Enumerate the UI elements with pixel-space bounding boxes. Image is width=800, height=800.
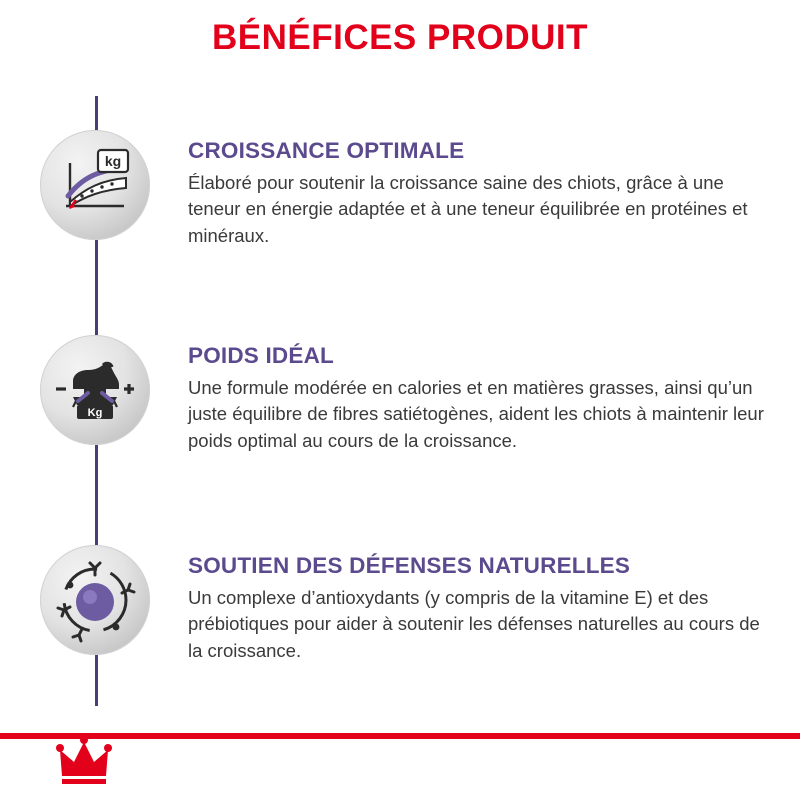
royal-canin-crown-logo [54, 736, 128, 792]
page-title: BÉNÉFICES PRODUIT [211, 18, 589, 57]
benefit-2-body: Une formule modérée en calories et en matières grasses, ainsi qu’un juste équilibre de fibres satiétogènes, aident les chiots à maintenir leur poids optimal au cours de la croissance. [188, 377, 764, 451]
svg-text:Kg: Kg [87, 407, 103, 419]
benefit-3-body: Un complexe d’antioxydants (y compris de la vitamine E) et des prébiotiques pour aider à soutenir les défenses naturelles au cours de la croissance. [188, 587, 760, 661]
growth-weight-curve-icon [40, 130, 150, 240]
ideal-weight-dog-scale-icon [40, 335, 150, 445]
benefit-2-icon-wrap [40, 335, 150, 445]
benefit-2-text [188, 343, 768, 454]
benefit-3-icon-wrap [40, 545, 150, 655]
natural-defences-cell-icon [40, 545, 150, 655]
benefit-1-text [188, 138, 768, 249]
benefit-3-title: SOUTIEN DES DÉFENSES NATURELLES [188, 553, 631, 578]
benefit-1-icon-wrap [40, 130, 150, 240]
benefit-2-title: POIDS IDÉAL [188, 343, 334, 368]
benefit-1-body: Élaboré pour soutenir la croissance saine des chiots, grâce à une teneur en énergie adaptée et à une teneur équilibrée en protéines et minéraux. [188, 172, 748, 246]
benefit-3-text [188, 553, 768, 664]
svg-text:kg: kg [104, 153, 122, 169]
benefit-1-title: CROISSANCE OPTIMALE [188, 138, 465, 163]
